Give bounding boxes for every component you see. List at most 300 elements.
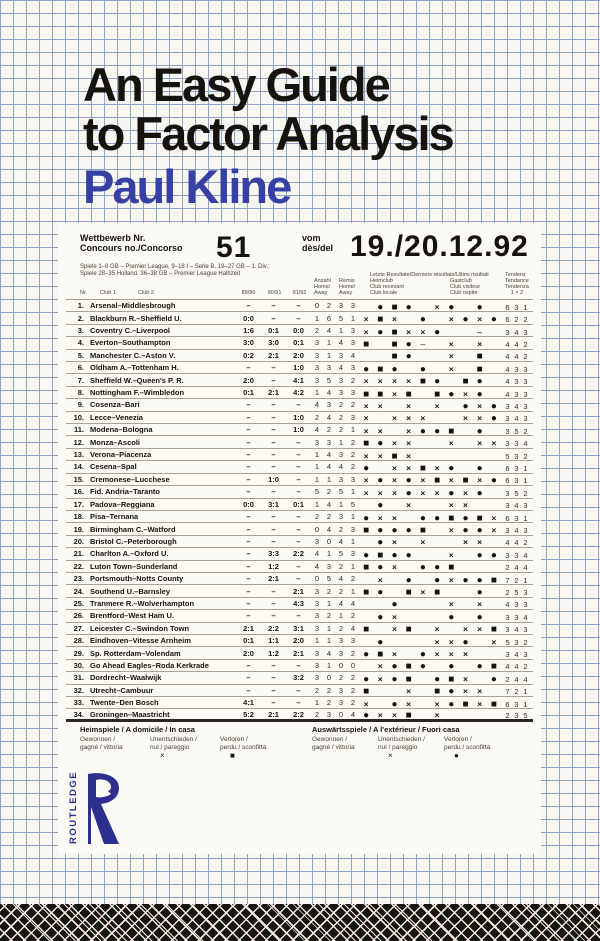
stat-value-3: 1	[350, 313, 356, 323]
tendenz-digit: 1	[523, 463, 528, 473]
tendenz-digit: 3	[505, 414, 510, 424]
result-symbol: ×	[406, 400, 412, 411]
season-result-0: –	[246, 611, 251, 621]
result-symbol: ■	[377, 388, 384, 400]
legend-home-lost: Verloren / perdu / sconfitta ■	[220, 736, 290, 760]
stat-value-2: 2	[338, 673, 344, 683]
tendenz-digit: 3	[505, 426, 510, 436]
tendenz-digit: 3	[523, 327, 528, 337]
tendenz-digit: 5	[505, 637, 510, 647]
result-symbol: ●	[434, 562, 441, 574]
result-symbol: ●	[490, 673, 497, 685]
row-number: 27.	[73, 623, 84, 633]
result-symbol: ●	[448, 661, 455, 673]
result-symbol: ■	[448, 673, 455, 685]
stat-value-1: 3	[326, 363, 332, 373]
row-number: 30.	[73, 660, 84, 670]
result-symbol: ×	[448, 438, 454, 449]
result-symbol: ●	[419, 661, 426, 673]
tendenz-digit: 1	[523, 476, 528, 486]
season-result-1: –	[271, 611, 276, 621]
stat-value-0: 1	[314, 462, 320, 472]
result-symbol: ■	[391, 338, 398, 350]
result-symbol: ×	[406, 698, 412, 709]
tendenz-digit: 3	[505, 550, 510, 560]
row-number: 12.	[73, 437, 84, 447]
stat-value-3: 1	[350, 586, 356, 596]
tendenz-digit: 4	[523, 550, 528, 560]
result-symbol: ×	[377, 376, 383, 387]
tendenz-digit: 5	[514, 488, 519, 498]
tendenz-digit: 6	[505, 302, 510, 312]
result-symbol: ●	[476, 549, 483, 561]
match-teams: Padova–Reggiana	[90, 499, 155, 509]
legend-home	[80, 725, 305, 760]
stat-value-2: 3	[338, 685, 344, 695]
note-line2: Spiele 28–35 Holland, 36–38 GB – Premier League Halbzeit	[80, 271, 241, 277]
result-symbol: ■	[434, 388, 441, 400]
tendenz-digit: 4	[505, 538, 510, 548]
result-symbol: ●	[405, 487, 412, 499]
result-symbol: ●	[405, 475, 412, 487]
date-label-de: vom	[302, 233, 321, 243]
season-result-2: 1:0	[293, 425, 304, 435]
result-symbol: ×	[434, 301, 440, 312]
coupon-header	[58, 231, 541, 267]
stat-value-1: 1	[326, 623, 332, 633]
result-symbol: –	[420, 338, 426, 349]
season-result-0: –	[246, 536, 251, 546]
stat-value-2: 5	[338, 487, 344, 497]
stat-value-0: 0	[314, 574, 320, 584]
tendenz-digit: 4	[505, 339, 510, 349]
result-symbol: ×	[420, 537, 426, 548]
stat-value-1: 1	[326, 338, 332, 348]
row-number: 20.	[73, 536, 84, 546]
result-symbol: ×	[377, 512, 383, 523]
result-symbol: ×	[477, 338, 483, 349]
season-result-1: –	[271, 536, 276, 546]
tendenz-digit: 3	[505, 488, 510, 498]
season-result-1: 2:2	[268, 623, 279, 633]
result-symbol: ■	[476, 512, 483, 524]
tendenz-digit: 2	[514, 687, 519, 697]
result-symbol: ■	[405, 624, 412, 636]
tendenz-digit: 1	[523, 687, 528, 697]
tendenz-digit: 4	[505, 377, 510, 387]
stat-value-3: 2	[350, 648, 356, 658]
result-symbol: ●	[377, 611, 384, 623]
result-symbol: ×	[406, 326, 412, 337]
stat-value-3: 3	[350, 524, 356, 534]
season-result-1: –	[271, 598, 276, 608]
result-symbol: ●	[391, 661, 398, 673]
stat-value-2: 2	[338, 425, 344, 435]
result-symbol: ●	[363, 549, 370, 561]
result-symbol: ×	[434, 487, 440, 498]
stat-value-1: 2	[326, 586, 332, 596]
result-symbol: ×	[434, 710, 440, 721]
stat-value-1: 2	[326, 301, 332, 311]
result-symbol: ×	[391, 562, 397, 573]
result-symbol: ●	[462, 314, 469, 326]
col-nr: Nr.	[80, 290, 88, 296]
tendenz-digit: 2	[505, 588, 510, 598]
col-last-results: Letzte Resultate/Derniers résultats/Ultimi risultati	[370, 272, 489, 278]
result-symbol: ■	[434, 475, 441, 487]
tendenz-digit: 3	[523, 377, 528, 387]
result-symbol: ×	[462, 537, 468, 548]
season-result-2: –	[296, 450, 301, 460]
row-number: 15.	[73, 474, 84, 484]
result-symbol: ●	[405, 351, 412, 363]
result-symbol: ×	[406, 450, 412, 461]
stat-value-1: 3	[326, 709, 332, 719]
result-symbol: ×	[434, 624, 440, 635]
season-result-2: 0:1	[293, 338, 304, 348]
match-teams: Bristol C.–Peterborough	[90, 536, 177, 546]
result-symbol: ■	[462, 376, 469, 388]
season-result-0: –	[246, 512, 251, 522]
tendenz-digit: 3	[514, 711, 519, 721]
stat-value-3: 3	[350, 326, 356, 336]
stat-value-2: 4	[338, 462, 344, 472]
stat-value-0: 5	[314, 487, 320, 497]
season-result-1: –	[271, 363, 276, 373]
publisher-logo	[68, 772, 129, 851]
tendenz-digit: 4	[514, 625, 519, 635]
col-gastclub: Gastclub Club visiteur Club ospite	[450, 278, 481, 296]
tendenz-digit: 3	[505, 439, 510, 449]
stat-value-3: 3	[350, 474, 356, 484]
season-result-0: –	[246, 574, 251, 584]
tendenz-digit: 3	[505, 612, 510, 622]
result-symbol: ×	[491, 525, 497, 536]
stat-value-2: 1	[338, 499, 344, 509]
season-result-1: –	[271, 313, 276, 323]
tendenz-digit: 3	[523, 650, 528, 660]
stat-value-3: 0	[350, 660, 356, 670]
tendenz-digit: 3	[514, 637, 519, 647]
tendenz-digit: 5	[523, 711, 528, 721]
col-heimclub: Heimclub Club recevant Club locale	[370, 278, 404, 296]
col-season-1: 89/90	[241, 290, 256, 296]
stat-value-0: 3	[314, 623, 320, 633]
result-symbol: ×	[448, 525, 454, 536]
result-symbol: ×	[448, 574, 454, 585]
tendenz-digit: 3	[514, 302, 519, 312]
result-symbol: ●	[377, 301, 384, 313]
season-result-2: –	[296, 462, 301, 472]
tendenz-digit: 3	[523, 389, 528, 399]
row-number: 24.	[73, 586, 84, 596]
home-draw-symbol: ×	[160, 751, 165, 760]
result-symbol: ×	[462, 624, 468, 635]
tendenz-digit: 2	[514, 315, 519, 325]
away-won-symbol	[312, 751, 378, 760]
row-number: 11.	[73, 425, 84, 435]
season-result-1: 1:2	[268, 561, 279, 571]
tendenz-digit: 4	[523, 563, 528, 573]
season-result-2: 2:2	[293, 709, 304, 719]
tendenz-digit: 6	[505, 463, 510, 473]
stat-value-3: 2	[350, 400, 356, 410]
tendenz-digit: 3	[523, 501, 528, 511]
date-label	[302, 233, 333, 253]
away-result-symbols	[430, 705, 501, 723]
tendenz-digit: 4	[514, 538, 519, 548]
result-symbol: ●	[476, 388, 483, 400]
tendenz-digit: 5	[514, 588, 519, 598]
result-symbol: ●	[363, 363, 370, 375]
match-teams: Sheffield W.–Queen's P. R.	[90, 375, 184, 385]
result-symbol: ×	[406, 413, 412, 424]
row-number: 6.	[77, 363, 84, 373]
stat-value-1: 1	[326, 549, 332, 559]
result-symbol: ×	[420, 487, 426, 498]
result-symbol: ■	[391, 301, 398, 313]
home-won-symbol	[80, 751, 150, 760]
coupon-table	[66, 299, 533, 722]
match-teams: Manchester C.–Aston V.	[90, 350, 176, 360]
row-number: 2.	[77, 313, 84, 323]
season-result-0: 2:0	[243, 648, 254, 658]
stat-value-1: 2	[326, 685, 332, 695]
season-result-2: –	[296, 400, 301, 410]
season-result-1: –	[271, 425, 276, 435]
result-symbol: ×	[448, 500, 454, 511]
tendenz-digit: 3	[514, 550, 519, 560]
season-result-0: 2:1	[243, 623, 254, 633]
tendenz-digit: 3	[523, 414, 528, 424]
stat-value-1: 2	[326, 611, 332, 621]
result-symbol: ■	[391, 450, 398, 462]
tendenz-digit: 3	[505, 327, 510, 337]
tendenz-digit: 3	[514, 389, 519, 399]
stat-value-1: 4	[326, 648, 332, 658]
result-symbol: ●	[391, 698, 398, 710]
tendenz-digit: 7	[505, 687, 510, 697]
season-result-2: –	[296, 524, 301, 534]
season-result-2: 1:0	[293, 412, 304, 422]
tendenz-digit: 3	[514, 377, 519, 387]
result-symbol: ●	[476, 462, 483, 474]
result-symbol: ×	[406, 686, 412, 697]
stat-value-0: 1	[314, 636, 320, 646]
stat-value-3: 5	[350, 499, 356, 509]
stat-value-0: 2	[314, 412, 320, 422]
result-symbol: ■	[377, 549, 384, 561]
season-result-1: 2:1	[268, 388, 279, 398]
match-teams: Twente–Den Bosch	[90, 698, 159, 708]
result-symbol: ×	[363, 475, 369, 486]
stat-value-0: 1	[314, 313, 320, 323]
stat-value-0: 2	[314, 512, 320, 522]
result-symbol: ●	[363, 673, 370, 685]
contest-number: 51	[216, 231, 252, 264]
stat-value-3: 2	[350, 673, 356, 683]
tendenz-digit: 2	[523, 662, 528, 672]
stat-value-0: 3	[314, 350, 320, 360]
away-draw-symbol: ×	[388, 751, 393, 760]
season-result-2: 1:0	[293, 363, 304, 373]
stat-value-1: 1	[326, 636, 332, 646]
season-result-0: –	[246, 598, 251, 608]
season-result-1: –	[271, 524, 276, 534]
stat-value-3: 3	[350, 412, 356, 422]
tendenz-digit: 2	[523, 637, 528, 647]
result-symbol: ●	[434, 425, 441, 437]
tendenz-digit: 3	[523, 364, 528, 374]
col-season-3: 91/92	[292, 290, 307, 296]
result-symbol: ×	[462, 673, 468, 684]
result-symbol: ■	[363, 587, 370, 599]
tendenz-digit: 2	[523, 451, 528, 461]
season-result-2: 0:1	[293, 499, 304, 509]
row-number: 13.	[73, 450, 84, 460]
result-symbol: ×	[377, 673, 383, 684]
stat-value-2: 2	[338, 400, 344, 410]
tendenz-digit: 3	[514, 612, 519, 622]
match-teams: Eindhoven–Vitesse Arnheim	[90, 636, 191, 646]
season-result-0: –	[246, 400, 251, 410]
stat-value-2: 3	[338, 512, 344, 522]
tendenz-digit: 4	[514, 650, 519, 660]
result-symbol: ×	[377, 450, 383, 461]
match-teams: Utrecht–Cambuur	[90, 685, 154, 695]
result-symbol: ×	[462, 649, 468, 660]
date-label-fr-it: dès/del	[302, 243, 334, 253]
stat-value-0: 2	[314, 326, 320, 336]
result-symbol: ×	[377, 487, 383, 498]
row-number: 22.	[73, 561, 84, 571]
tendenz-digit: 2	[505, 674, 510, 684]
season-result-0: 1:6	[243, 326, 254, 336]
season-result-2: –	[296, 512, 301, 522]
result-symbol: ■	[405, 388, 412, 400]
result-symbol: ●	[419, 363, 426, 375]
stat-value-3: 2	[350, 437, 356, 447]
tendenz-digit: 1	[523, 575, 528, 585]
result-symbol: ×	[448, 549, 454, 560]
result-symbol: ■	[448, 512, 455, 524]
stat-value-2: 1	[338, 611, 344, 621]
tendenz-digit: 4	[514, 563, 519, 573]
result-symbol: ●	[377, 500, 384, 512]
season-result-2: 2:0	[293, 350, 304, 360]
result-symbol: ●	[476, 301, 483, 313]
row-number: 28.	[73, 636, 84, 646]
result-symbol: ■	[490, 624, 497, 636]
stat-value-0: 0	[314, 301, 320, 311]
season-result-1: 3:1	[268, 499, 279, 509]
result-symbol: ●	[490, 314, 497, 326]
tendenz-digit: 4	[505, 352, 510, 362]
col-club1: Club 1	[100, 290, 116, 296]
stat-value-0: 3	[314, 673, 320, 683]
result-symbol: ×	[477, 698, 483, 709]
contest-label-de: Wettbewerb Nr.	[80, 233, 146, 243]
season-result-0: 3:0	[243, 338, 254, 348]
result-symbol: ■	[490, 698, 497, 710]
result-symbol: ●	[476, 611, 483, 623]
result-symbol: ●	[419, 512, 426, 524]
result-symbol: ×	[448, 314, 454, 325]
stat-value-0: 2	[314, 685, 320, 695]
pools-coupon	[58, 223, 541, 854]
stat-value-0: 3	[314, 375, 320, 385]
tendenz-digit: 3	[514, 476, 519, 486]
result-symbol: ×	[391, 376, 397, 387]
result-symbol: ×	[462, 686, 468, 697]
legend-away-won: Gewonnen / gagné / vittoria	[312, 736, 378, 760]
tendenz-digit: 3	[514, 451, 519, 461]
season-result-1: 1:1	[268, 636, 279, 646]
season-result-0: –	[246, 660, 251, 670]
result-symbol: ×	[434, 462, 440, 473]
result-symbol: ●	[377, 587, 384, 599]
match-teams: Verona–Piacenza	[90, 450, 152, 460]
result-symbol: –	[477, 326, 483, 337]
season-result-0: –	[246, 673, 251, 683]
result-symbol: ●	[476, 587, 483, 599]
stat-value-3: 1	[350, 536, 356, 546]
stat-value-1: 2	[326, 425, 332, 435]
home-lost-symbol: ■	[230, 751, 235, 760]
stat-value-2: 3	[338, 375, 344, 385]
result-symbol: ×	[462, 487, 468, 498]
tendenz-digit: 4	[505, 662, 510, 672]
season-result-2: –	[296, 561, 301, 571]
legend-away-title: Auswärtsspiele / A l'extérieur / Fuori casa	[312, 725, 460, 734]
result-symbol: ×	[448, 475, 454, 486]
stat-value-2: 4	[338, 338, 344, 348]
row-number: 10.	[73, 412, 84, 422]
season-result-0: –	[246, 450, 251, 460]
match-teams: Charlton A.–Oxford U.	[90, 549, 169, 559]
stat-value-1: 2	[326, 512, 332, 522]
tendenz-digit: 2	[523, 315, 528, 325]
match-teams: Groningen–Maastricht	[90, 709, 170, 719]
result-symbol: ●	[490, 475, 497, 487]
stat-value-3: 3	[350, 301, 356, 311]
match-teams: Nottingham F.–Wimbledon	[90, 388, 185, 398]
season-result-1: 1:2	[268, 648, 279, 658]
stat-value-2: 3	[338, 648, 344, 658]
result-symbol: ■	[377, 363, 384, 375]
stat-value-0: 3	[314, 536, 320, 546]
stat-value-1: 0	[326, 536, 332, 546]
result-symbol: ■	[419, 462, 426, 474]
match-teams: Luton Town–Sunderland	[90, 561, 178, 571]
season-result-2: 4:3	[293, 598, 304, 608]
result-symbol: ●	[476, 574, 483, 586]
result-symbol: ■	[363, 525, 370, 537]
stat-value-3: 1	[350, 425, 356, 435]
result-symbol: ×	[477, 624, 483, 635]
result-symbol: ×	[363, 698, 369, 709]
season-result-1: 2:1	[268, 574, 279, 584]
result-symbol: ■	[363, 562, 370, 574]
result-symbol: ×	[420, 326, 426, 337]
tendenz-digit: 5	[505, 451, 510, 461]
stat-value-1: 1	[326, 474, 332, 484]
stat-value-1: 1	[326, 660, 332, 670]
stat-value-0: 4	[314, 561, 320, 571]
match-teams: Pisa–Ternana	[90, 512, 139, 522]
season-result-0: –	[246, 524, 251, 534]
result-symbol: ●	[363, 649, 370, 661]
